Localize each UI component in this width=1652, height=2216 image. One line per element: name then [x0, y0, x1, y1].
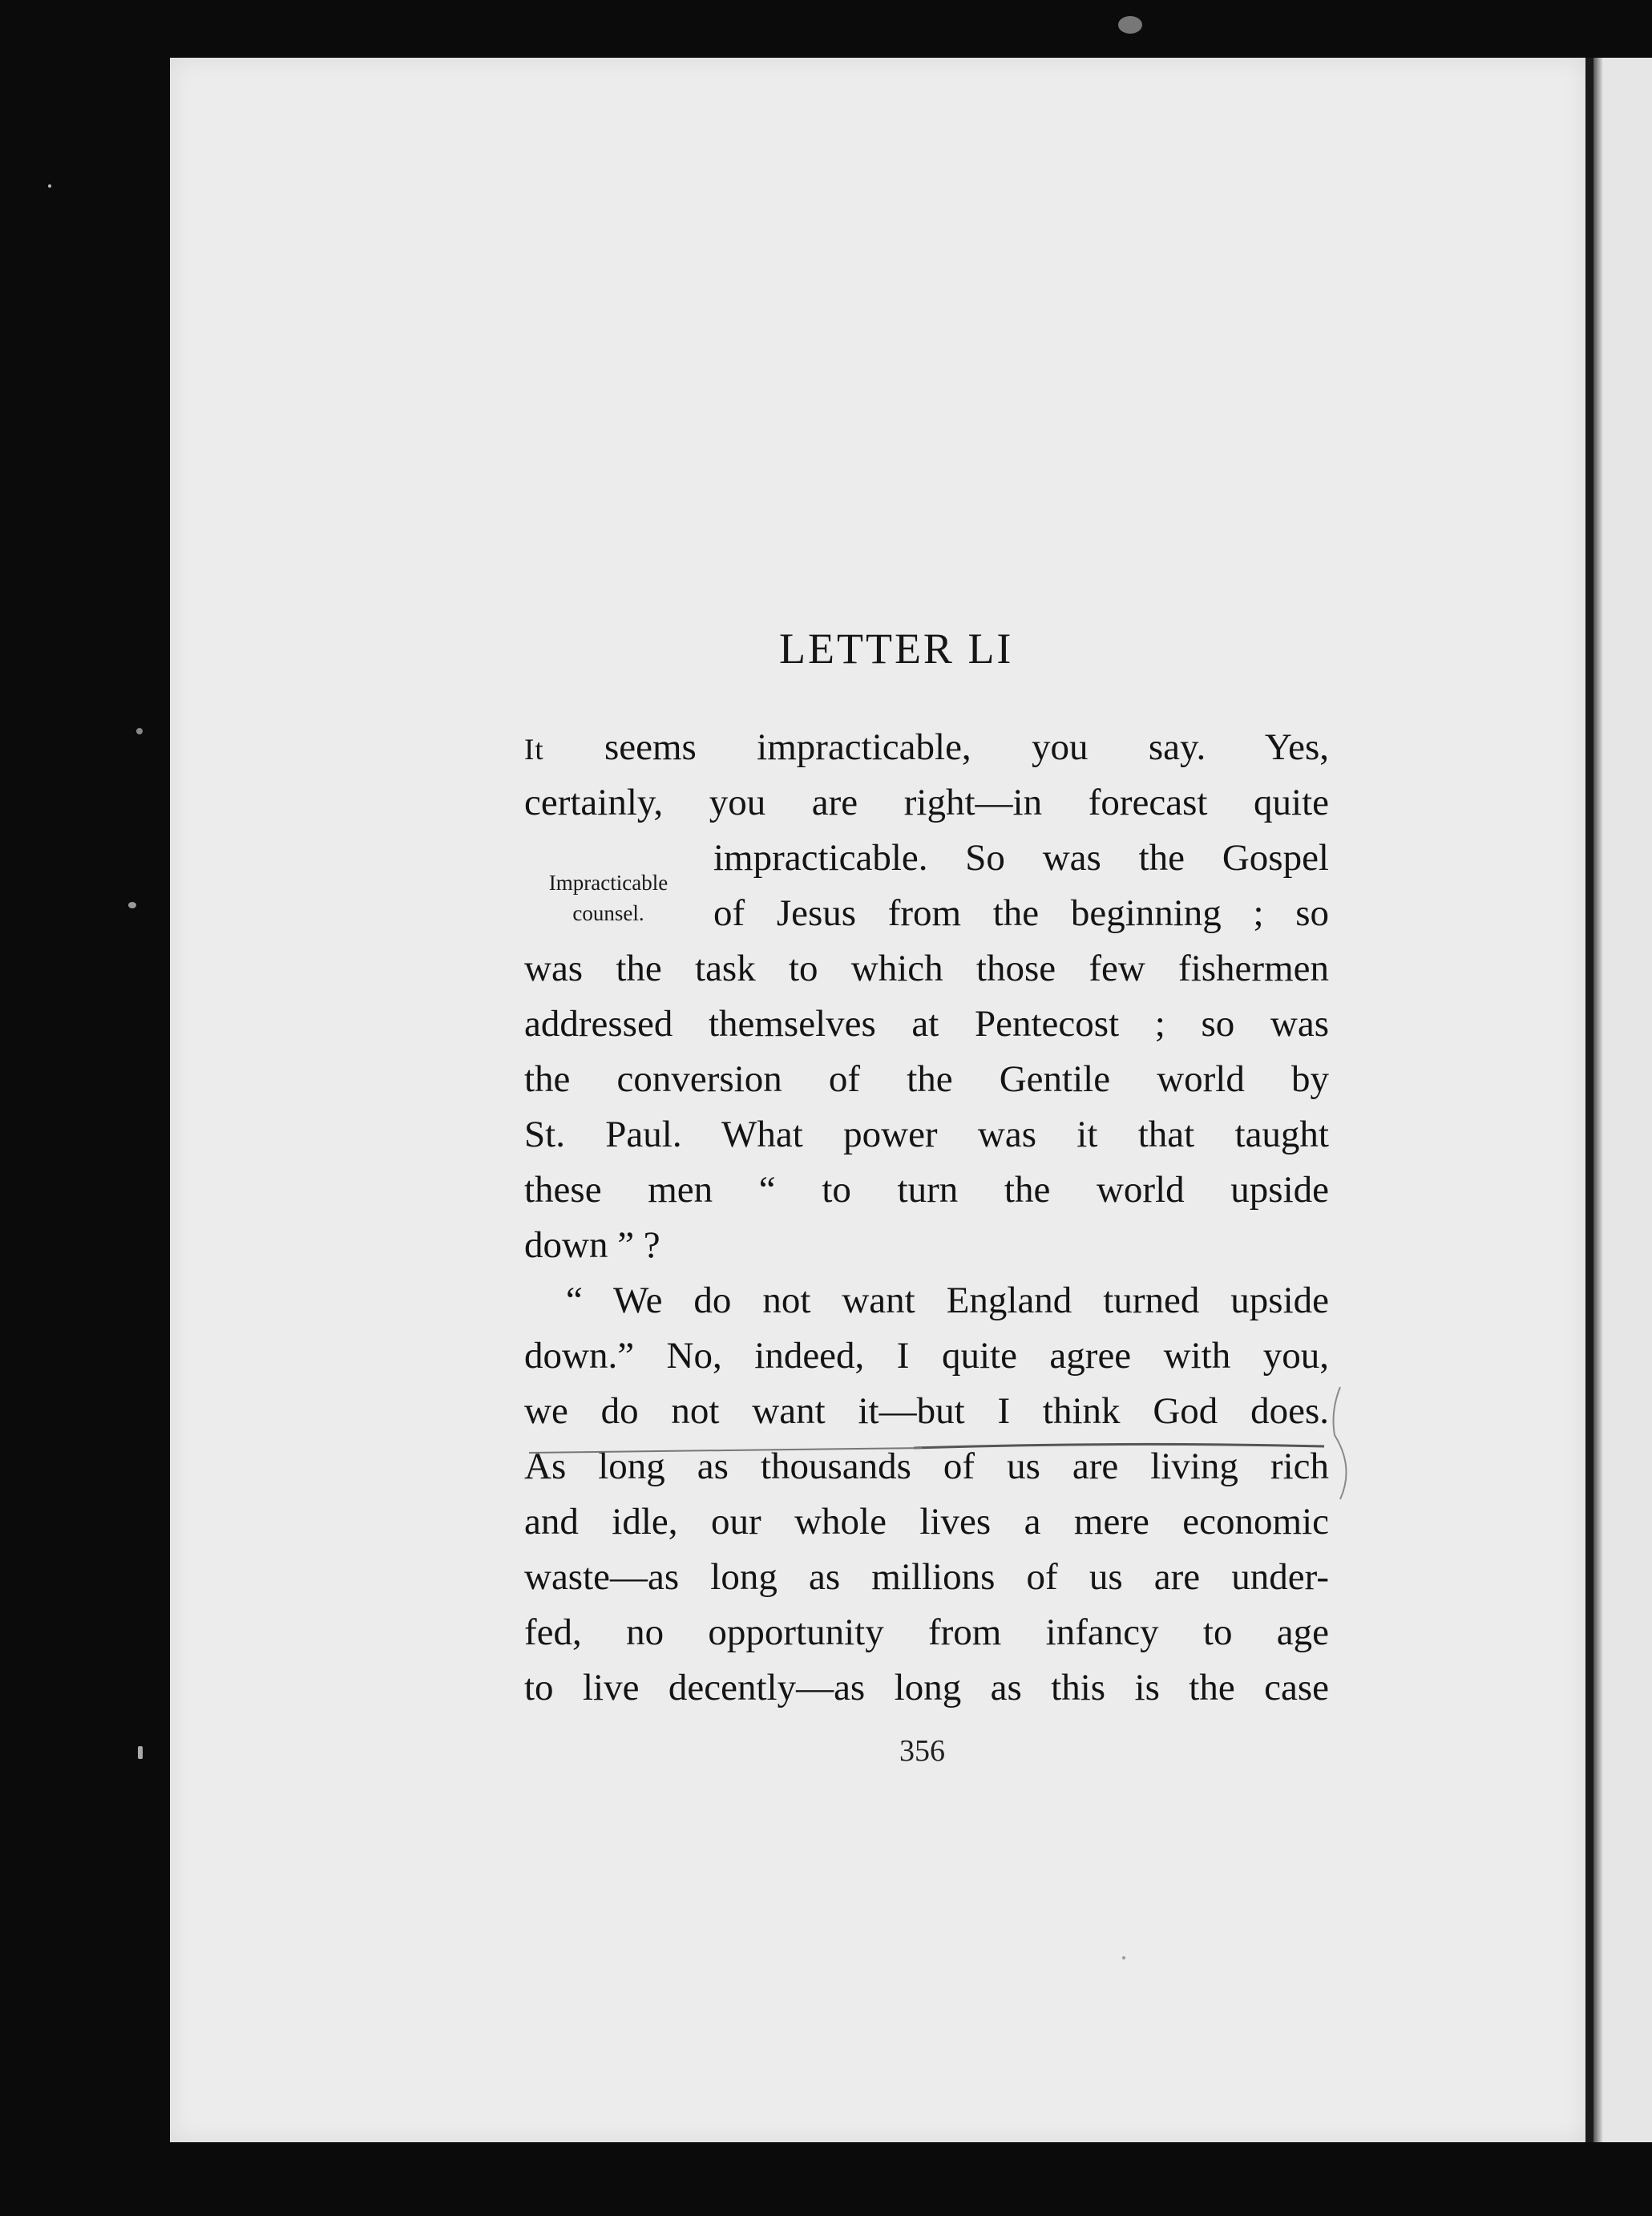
- scan-speck: [138, 1746, 143, 1759]
- text-line: impracticable. So was the Gospel: [713, 837, 1329, 879]
- small-caps-lead: It: [524, 734, 544, 766]
- text-line: the conversion of the Gentile world by: [524, 1058, 1329, 1100]
- letter-heading: LETTER LI: [779, 625, 1014, 673]
- text-line: we do not want it—but I think God does.: [524, 1390, 1329, 1432]
- body-text: [524, 720, 1329, 1716]
- text-line: “ We do not want England turned upside: [566, 1280, 1329, 1321]
- book-spine: [1585, 58, 1593, 2142]
- text-line: and idle, our whole lives a mere economic: [524, 1501, 1329, 1543]
- marginal-note-line: counsel.: [572, 901, 644, 925]
- scan-speck: [1122, 1956, 1125, 1959]
- scan-speck: [128, 902, 136, 908]
- scan-speck: [136, 728, 143, 734]
- text-line: certainly, you are right—in forecast quite: [524, 782, 1329, 823]
- text-line: of Jesus from the beginning ; so: [713, 892, 1329, 934]
- text-line: down ” ?: [524, 1224, 660, 1266]
- text-line: waste—as long as millions of us are under-: [524, 1556, 1329, 1598]
- text-line: these men “ to turn the world upside: [524, 1169, 1329, 1211]
- binding-shadow: [1593, 58, 1603, 2142]
- text-line: [524, 720, 1329, 775]
- text-line: addressed themselves at Pentecost ; so was: [524, 1003, 1329, 1045]
- text-line: to live decently—as long as this is the case: [524, 1667, 1329, 1709]
- text-line: down.” No, indeed, I quite agree with you,: [524, 1335, 1329, 1377]
- text-line: St. Paul. What power was it that taught: [524, 1114, 1329, 1155]
- marginal-note-line: Impracticable: [548, 871, 668, 895]
- text-line: fed, no opportunity from infancy to age: [524, 1611, 1329, 1653]
- text-line: As long as thousands of us are living rich: [524, 1446, 1329, 1487]
- scan-speck: [1118, 16, 1142, 34]
- text-line-rest: seems impracticable, you say. Yes,: [543, 726, 1329, 768]
- scan-speck: [48, 184, 51, 188]
- text-line: was the task to which those few fishermen: [524, 948, 1329, 989]
- page-number: 356: [899, 1734, 945, 1768]
